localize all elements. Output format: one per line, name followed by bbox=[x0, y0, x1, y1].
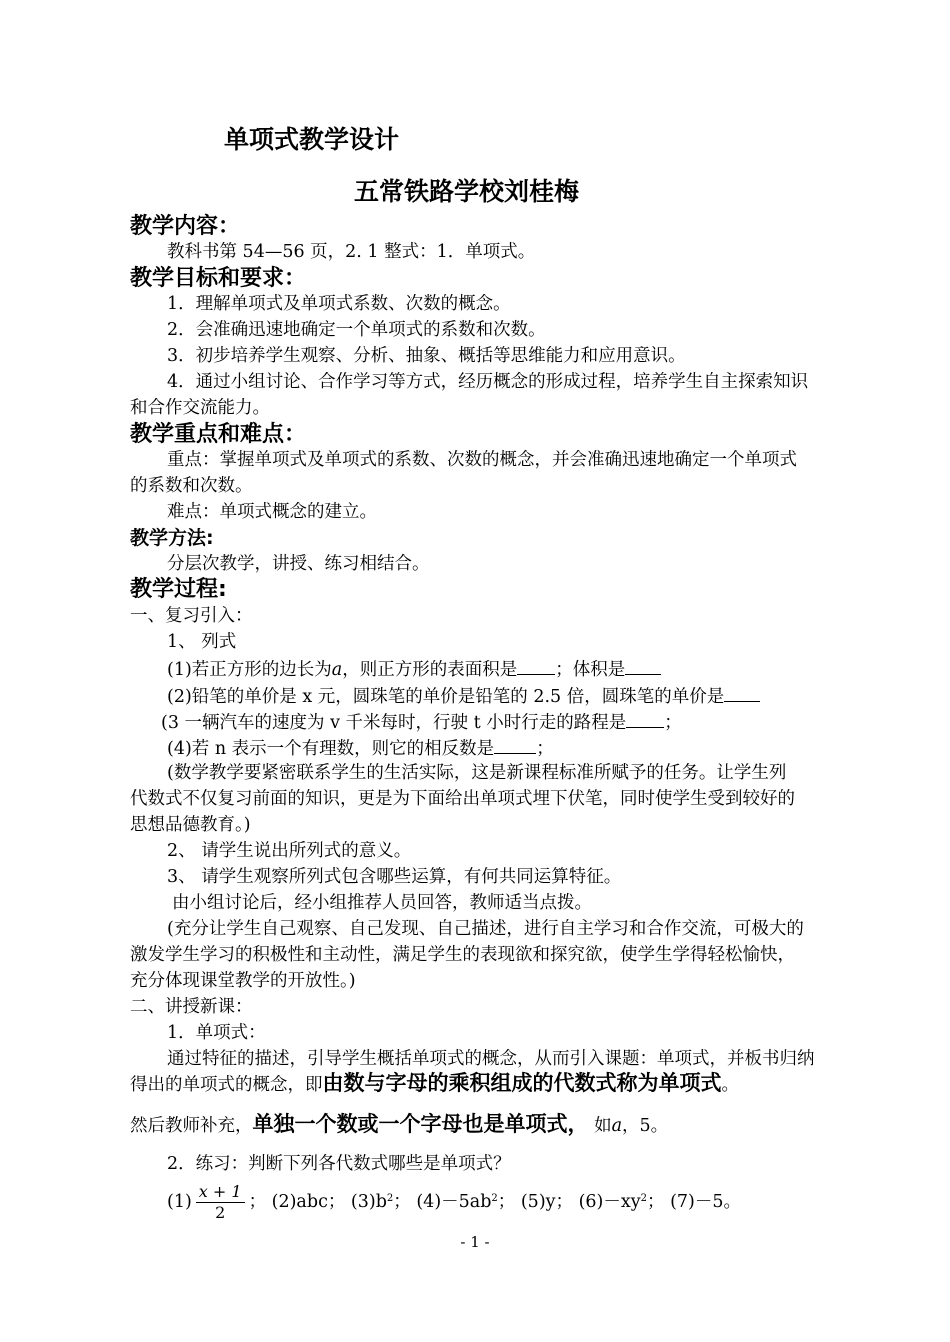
goal-item-2: 2．会准确迅速地确定一个单项式的系数和次数。 bbox=[167, 320, 546, 340]
page-number: - 1 - bbox=[460, 1233, 490, 1251]
note-1-line-3: 思想品德教育。) bbox=[130, 815, 251, 835]
goal-item-1: 1．理解单项式及单项式系数、次数的概念。 bbox=[167, 294, 511, 314]
exercise-5: ； (7)－5。 bbox=[647, 1192, 742, 1212]
document-author: 五常铁路学校刘桂梅 bbox=[354, 177, 580, 206]
exercise-line bbox=[167, 1180, 741, 1224]
exercise-2: (2)abc； (3)b bbox=[266, 1192, 387, 1212]
goal-item-3: 3．初步培养学生观察、分析、抽象、概括等思维能力和应用意识。 bbox=[167, 346, 686, 366]
part-1-item-3: 3、 请学生观察所列式包含哪些运算，有何共同运算特征。 bbox=[167, 867, 622, 887]
question-3-text: (3 一辆汽车的速度为 v 千米每时，行驶 t 小时行走的路程是 bbox=[161, 713, 627, 733]
fraction bbox=[196, 1182, 245, 1223]
section-heading-content: 教学内容： bbox=[130, 214, 241, 239]
exercise-separator: ； bbox=[248, 1192, 267, 1212]
part-1-heading: 一、复习引入： bbox=[130, 606, 253, 626]
part-2-item-2: 2．练习：判断下列各代数式哪些是单项式？ bbox=[167, 1154, 511, 1174]
fraction-denominator: 2 bbox=[215, 1203, 226, 1222]
supplement-bold: 单独一个数或一个字母也是单项式， bbox=[252, 1112, 589, 1136]
question-1-var: a bbox=[331, 660, 343, 680]
answer-blank[interactable] bbox=[724, 683, 760, 702]
question-1-pre: (1)若正方形的边长为 bbox=[167, 660, 332, 680]
definition-pre: 得出的单项式的概念，即 bbox=[130, 1075, 323, 1095]
goal-item-4-line-1: 4．通过小组讨论、合作学习等方式，经历概念的形成过程，培养学生自主探索知识 bbox=[167, 372, 809, 392]
section-heading-keys: 教学重点和难点： bbox=[130, 422, 307, 447]
question-2-text: (2)铅笔的单价是 x 元，圆珠笔的单价是铅笔的 2.5 倍，圆珠笔的单价是 bbox=[167, 687, 725, 707]
question-4-end: ； bbox=[536, 739, 554, 759]
fraction-numerator: x + 1 bbox=[196, 1182, 245, 1203]
exercise-4: ； (5)y； (6)－xy bbox=[497, 1192, 641, 1212]
answer-blank[interactable] bbox=[626, 709, 664, 728]
note-1-line-1: (数学教学要紧密联系学生的生活实际，这是新课程标准所赋予的任务。让学生列 bbox=[167, 763, 787, 783]
question-1-mid: ，则正方形的表面积是 bbox=[342, 660, 518, 680]
question-1 bbox=[167, 656, 661, 682]
exercise-3: ； (4)－5ab bbox=[393, 1192, 492, 1212]
goal-item-4-line-2: 和合作交流能力。 bbox=[130, 398, 270, 418]
part-1-item-1: 1、 列式 bbox=[167, 632, 237, 652]
supplement-end: ，5。 bbox=[622, 1116, 669, 1136]
note-2-line-2: 激发学生学习的积极性和主动性，满足学生的表现欲和探究欲，使学生学得轻松愉快， bbox=[130, 945, 795, 965]
answer-blank[interactable] bbox=[625, 656, 661, 675]
note-1-line-2: 代数式不仅复习前面的知识，更是为下面给出单项式埋下伏笔，同时使学生受到较好的 bbox=[130, 789, 795, 809]
definition-line-1: 通过特征的描述，引导学生概括单项式的概念，从而引入课题：单项式，并板书归纳 bbox=[167, 1049, 815, 1069]
section-heading-goals: 教学目标和要求： bbox=[130, 266, 307, 291]
exercise-1-label: (1) bbox=[167, 1192, 192, 1212]
part-1-item-2: 2、 请学生说出所列式的意义。 bbox=[167, 841, 412, 861]
method-text: 分层次教学，讲授、练习相结合。 bbox=[167, 554, 430, 574]
definition-end: 。 bbox=[721, 1075, 739, 1095]
question-1-mid2: ；体积是 bbox=[555, 660, 626, 680]
document-title: 单项式教学设计 bbox=[224, 125, 400, 154]
section-heading-process: 教学过程: bbox=[130, 577, 227, 602]
note-2-line-3: 充分体现课堂教学的开放性。) bbox=[130, 971, 356, 991]
part-2-heading: 二、讲授新课： bbox=[130, 997, 253, 1017]
question-3 bbox=[161, 709, 682, 735]
exponent: 2 bbox=[640, 1193, 648, 1204]
note-2-line-1: (充分让学生自己观察、自己发现、自己描述，进行自主学习和合作交流，可极大的 bbox=[167, 919, 804, 939]
question-4 bbox=[167, 735, 554, 761]
key-point-line-2: 的系数和次数。 bbox=[130, 476, 253, 496]
supplement-post: 如 bbox=[588, 1116, 612, 1136]
definition-bold: 由数与字母的乘积组成的代数式称为单项式 bbox=[322, 1071, 722, 1095]
exponent: 2 bbox=[386, 1193, 394, 1204]
group-discussion-text: 由小组讨论后，经小组推荐人员回答，教师适当点拨。 bbox=[172, 893, 592, 913]
answer-blank[interactable] bbox=[517, 656, 555, 675]
content-text: 教科书第 54—56 页，2. 1 整式：1．单项式。 bbox=[167, 242, 536, 262]
part-2-item-1: 1．单项式： bbox=[167, 1023, 266, 1043]
supplement-var: a bbox=[611, 1116, 623, 1136]
question-3-end: ； bbox=[664, 713, 682, 733]
supplement-pre: 然后教师补充， bbox=[130, 1116, 253, 1136]
question-2 bbox=[167, 683, 760, 709]
section-heading-method: 教学方法: bbox=[130, 527, 214, 549]
question-4-text: (4)若 n 表示一个有理数，则它的相反数是 bbox=[167, 739, 495, 759]
difficulty-text: 难点：单项式概念的建立。 bbox=[167, 502, 377, 522]
exponent: 2 bbox=[491, 1193, 498, 1204]
key-point-line-1: 重点：掌握单项式及单项式的系数、次数的概念，并会准确迅速地确定一个单项式 bbox=[167, 450, 797, 470]
supplement-line bbox=[130, 1112, 668, 1138]
answer-blank[interactable] bbox=[494, 735, 536, 754]
definition-line-2 bbox=[130, 1071, 739, 1097]
